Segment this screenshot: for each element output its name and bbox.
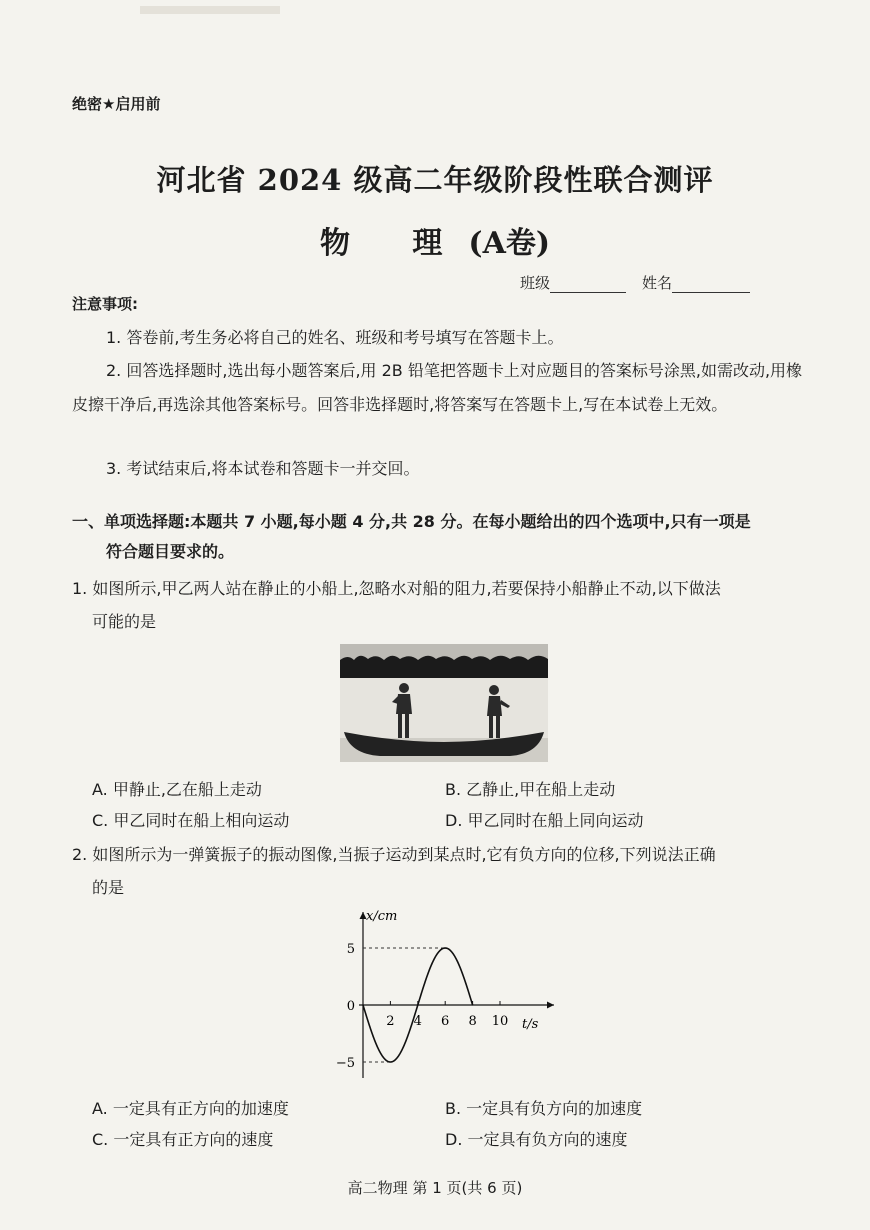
q1-option-a[interactable]: A. 甲静止,乙在船上走动 [92,780,262,799]
data-point [417,1004,418,1005]
x-tick-label: 6 [441,1014,450,1029]
exam-subtitle [0,218,870,262]
question-1-stem [72,572,812,638]
class-label: 班级 [520,274,551,292]
class-blank[interactable] [550,278,626,293]
exam-title: 河北省 2024 级高二年级阶段性联合测评 [156,163,714,197]
q2-option-a[interactable]: A. 一定具有正方向的加速度 [92,1099,289,1118]
question-2-text: 2. 如图所示为一弹簧振子的振动图像,当振子运动到某点时,它有负方向的位移,下列说法正确 [72,845,716,864]
name-blank[interactable] [672,278,750,293]
name-label: 姓名 [642,274,673,292]
y-tick-label: 5 [346,942,355,957]
data-point [458,964,459,965]
x-tick-label: 2 [386,1014,395,1029]
page-footer: 高二物理 第 1 页(共 6 页) [347,1179,523,1197]
data-point [445,947,446,948]
data-point [362,1004,363,1005]
data-point [431,964,432,965]
q2-option-c[interactable]: C. 一定具有正方向的速度 [92,1130,274,1149]
boat-photo [340,644,548,762]
section-heading-text: 一、单项选择题:本题共 7 小题,每小题 4 分,共 28 分。在每小题给出的四个选项中,只有一项是 [72,512,751,531]
data-point [404,1045,405,1046]
section-heading-cont: 符合题目要求的。 [106,542,235,561]
x-tick-label: 4 [413,1014,422,1029]
q1-option-b[interactable]: B. 乙静止,甲在船上走动 [445,780,616,799]
q1-option-d[interactable]: D. 甲乙同时在船上同向运动 [445,811,644,830]
oscillation-graph [318,900,558,1090]
secret-label: 绝密★启用前 [72,95,161,113]
scan-artifact [140,6,280,14]
x-tick-label: 10 [491,1014,509,1029]
data-point [390,1061,391,1062]
class-name-line [520,272,750,293]
q1-option-c[interactable]: C. 甲乙同时在船上相向运动 [92,811,290,830]
subject-name: 物 理 [319,226,469,261]
question-1-text-cont: 可能的是 [92,612,157,631]
question-1-text: 1. 如图所示,甲乙两人站在静止的小船上,忽略水对船的阻力,若要保持小船静止不动,以下做法 [72,579,721,598]
question-2-text-cont: 的是 [92,878,125,897]
paper-version: (A卷) [468,226,551,261]
notice-item-1: 1. 答卷前,考生务必将自己的姓名、班级和考号填写在答题卡上。 [106,328,564,347]
data-point [472,1004,473,1005]
y-tick-label: 0 [346,999,355,1014]
notice-heading: 注意事项: [72,295,138,313]
q2-option-b[interactable]: B. 一定具有负方向的加速度 [445,1099,643,1118]
notice-item-2: 2. 回答选择题时,选出每小题答案后,用 2B 铅笔把答题卡上对应题目的答案标号涂黑,如需改动,用橡皮擦干净后,再选涂其他答案标号。回答非选择题时,将答案写在答题卡上,写在本试卷上无效。 [72,361,803,414]
x-tick-label: 8 [468,1014,477,1029]
data-point [376,1045,377,1046]
question-2-stem [72,838,812,904]
y-axis-label: x/cm [366,909,398,924]
q2-option-d[interactable]: D. 一定具有负方向的速度 [445,1130,628,1149]
section-heading [72,507,812,567]
notice-item-3: 3. 考试结束后,将本试卷和答题卡一并交回。 [106,459,420,478]
y-tick-label: −5 [335,1056,355,1071]
x-axis-label: t/s [522,1017,539,1032]
